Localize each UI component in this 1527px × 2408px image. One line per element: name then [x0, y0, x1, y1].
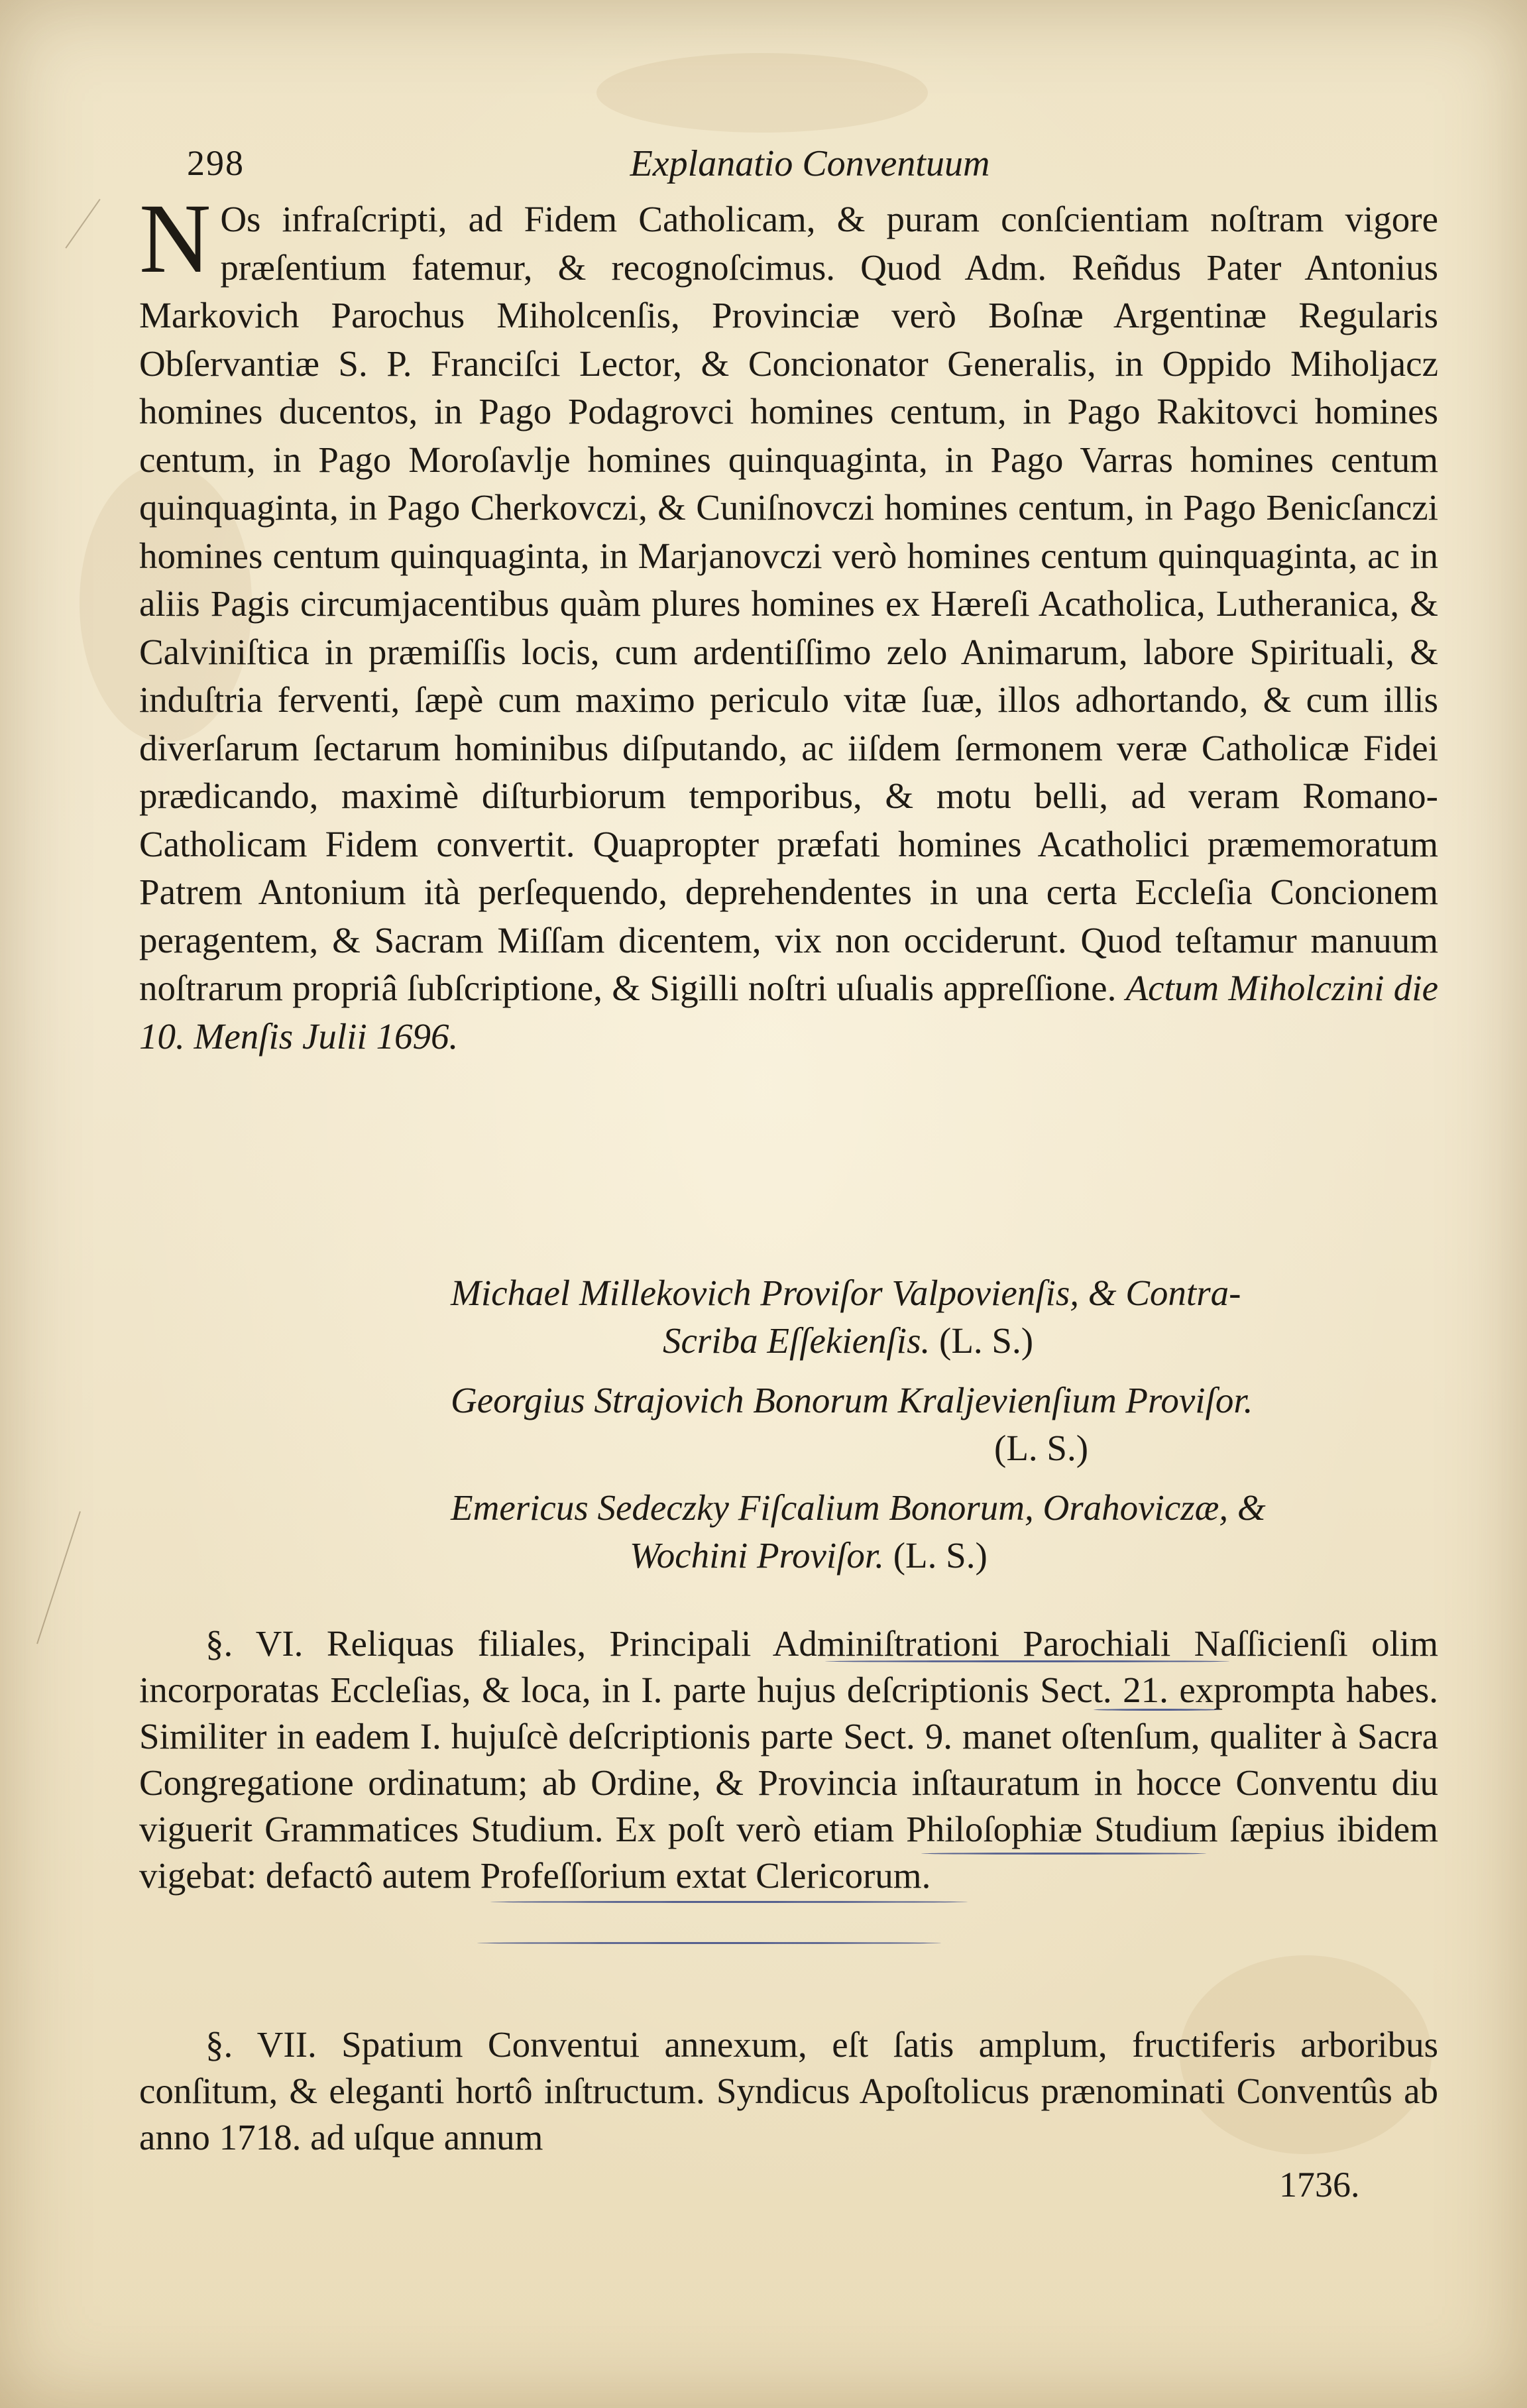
margin-pencil-mark — [36, 1511, 81, 1644]
main-paragraph-text: Os infraſcripti, ad Fidem Catholicam, & puram conſcientiam noſtram vigore præſentium fatemur, & recognoſcimus. Quod Adm. Reñdus Pater Antonius Markovich Parochus Miholcenſis, Provinciæ verò Boſnæ Argentinæ Regularis Obſervantiæ S. P. Franciſci Lector, & Concionator Generalis, in Oppido Miholjacz homines ducentos, in Pago Podagrovci homines centum, in Pago Rakitovci homines centum, in Pago Moroſavlje homines quinquaginta, in Pago Varras homines centum quinquaginta, in Pago Cherkovczi, & Cuniſnovczi homines centum, in Pago Beniсſanczi homines centum quinquaginta, in Marjanovczi verò homines centum quinquaginta, ac in aliis Pagis circumjacentibus quàm plures homines ex Hæreſi Acatholica, Lutheranica, & Calviniſtica in præmiſſis locis, cum ardentiſſimo zelo Animarum, labore Spirituali, & induſtria ferventi, ſæpè cum maximo periculo vitæ ſuæ, illos adhortando, & cum illis diverſarum ſectarum hominibus diſputando, ac iiſdem ſermonem veræ Catholicæ Fidei prædicando, maximè diſturbiorum temporibus, & motu belli, ad veram Romano-Catholicam Fidem convertit. Quapropter præfati homines Acatholici præmemoratum Patrem Antonium ità perſequendo, deprehendentes in una certa Eccleſia Concionem peragentem, & Sacram Miſſam dicentem, vix non occiderunt. Quod teſtamur manuum noſtrarum propriâ ſubſcriptione, & Sigilli noſtri uſualis appreſſione. — [139, 199, 1438, 1008]
signature-line-continued — [451, 1317, 1485, 1365]
main-text-block — [139, 184, 1438, 1061]
signature-line: Michael Millekovich Proviſor Valpovienſis, & Contra- — [451, 1273, 1241, 1313]
signature-line-continued — [451, 1532, 1485, 1579]
handwritten-underline — [825, 1660, 1229, 1662]
page-header — [187, 143, 1433, 196]
seal-mark: (L. S.) — [939, 1320, 1034, 1361]
signature-line-continued — [451, 1424, 1485, 1472]
signature-block — [451, 1269, 1485, 1591]
section-vii — [139, 2022, 1438, 2161]
page-number: 298 — [187, 143, 245, 183]
drop-cap: N — [139, 184, 211, 294]
signature-line: Emericus Sedeczky Fiſcalium Bonorum, Orahoviczæ, & — [451, 1487, 1266, 1528]
signature-line: Scriba Eſſekienſis. — [663, 1320, 931, 1361]
signature-line: Georgius Strajovich Bonorum Kraljevienſium Proviſor. — [451, 1380, 1253, 1420]
handwritten-underline — [1094, 1709, 1219, 1711]
signature-entry — [451, 1269, 1485, 1365]
signature-entry — [451, 1484, 1485, 1579]
signature-entry — [451, 1377, 1485, 1472]
section-vi-paragraph: §. VI. Reliquas filiales, Principali Adminiſtrationi Parochiali Naſſicienſi olim incorporatas Eccleſias, & loca, in I. parte hujus deſcriptionis Sect. 21. exprompta habes. Similiter in eadem I. hujuſcè deſcriptionis parte Sect. 9. manet oſtenſum, qualiter à Sacra Congregatione ordinatum; ab Ordine, & Provincia inſtauratum in hocce Conventu diu viguerit Grammatices Studium. Ex poſt verò etiam Philoſophiæ Studium ſæpius ibidem vigebat: defactô autem Profeſſorium extat Clericorum. — [139, 1623, 1438, 1896]
dating-clause: Actum Miholczini die 10. Menſis Julii 1696. — [139, 968, 1438, 1057]
handwritten-underline — [477, 1942, 941, 1944]
paper-stain — [596, 53, 928, 133]
section-vii-paragraph: §. VII. Spatium Conventui annexum, eſt ſatis amplum, fructiferis arboribus conſitum, & eleganti hortô inſtructum. Syndicus Apoſtolicus prænominati Conventûs ab anno 1718. ad uſque annum — [139, 2024, 1438, 2157]
running-head: Explanatio Conventuum — [630, 143, 990, 184]
signature-line: Wochini Proviſor. — [630, 1535, 884, 1576]
seal-mark: (L. S.) — [893, 1535, 988, 1576]
handwritten-underline — [921, 1853, 1206, 1855]
catchword: 1736. — [1279, 2165, 1360, 2205]
margin-pencil-mark — [65, 199, 100, 249]
handwritten-underline — [490, 1901, 968, 1903]
section-vi — [139, 1621, 1438, 1899]
seal-mark: (L. S.) — [994, 1428, 1089, 1468]
main-paragraph — [139, 184, 1438, 1061]
